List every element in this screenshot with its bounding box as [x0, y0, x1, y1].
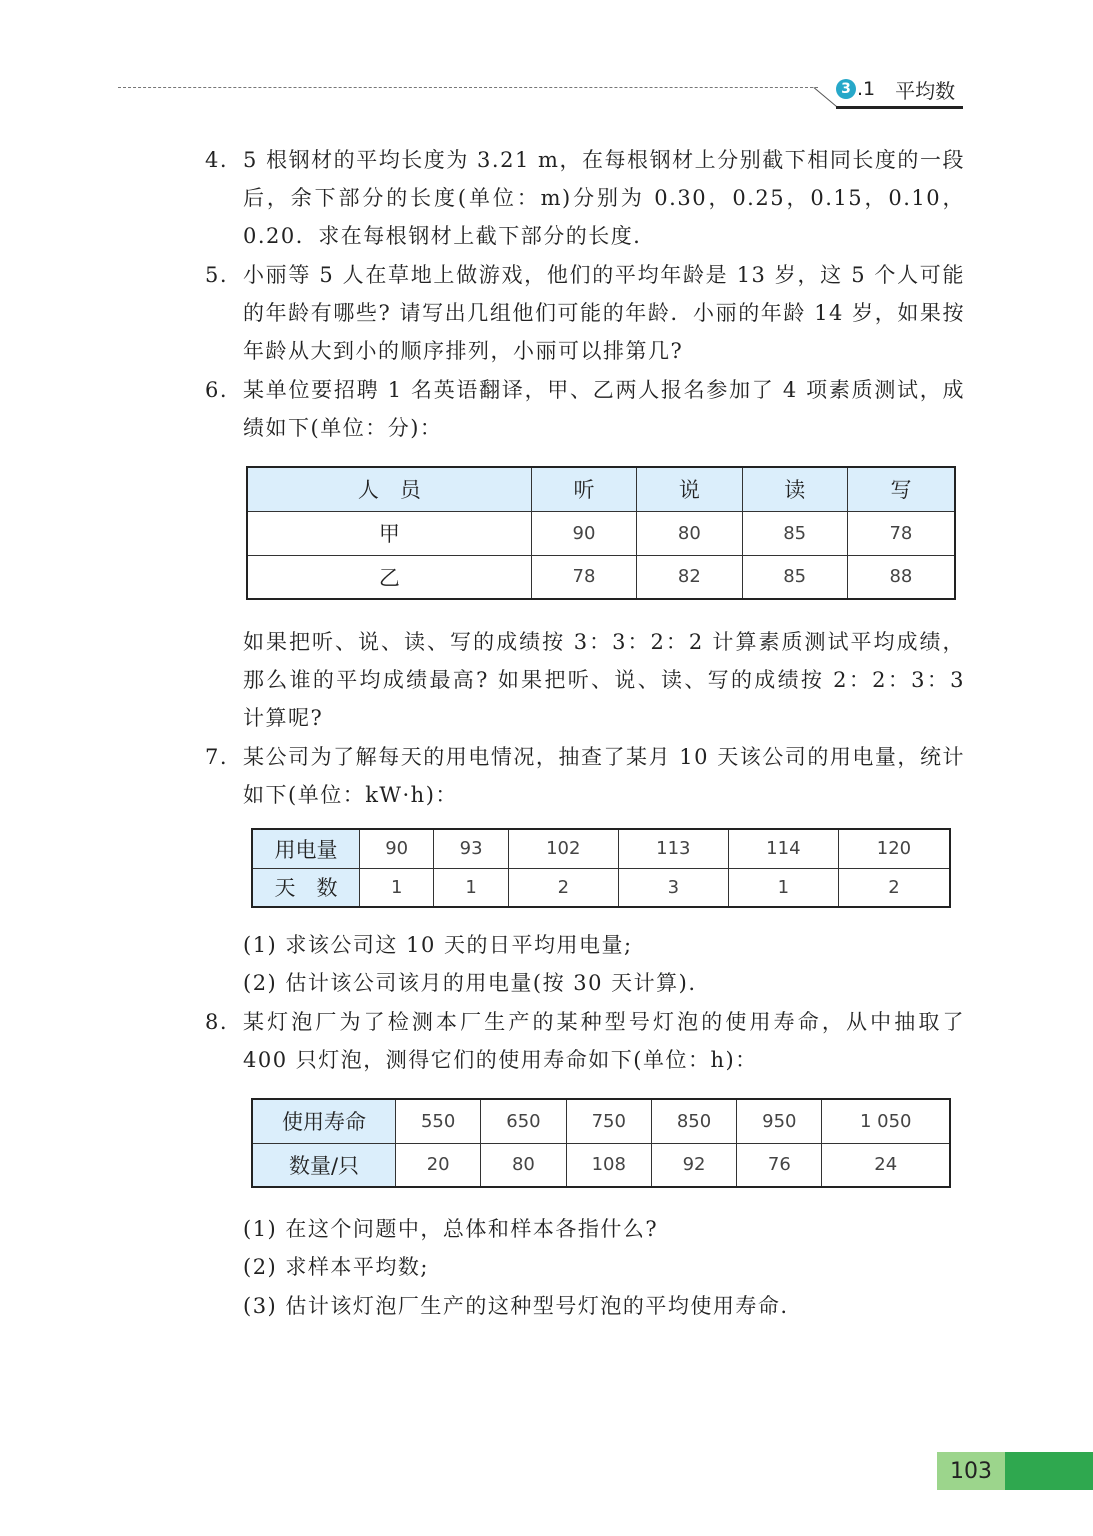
header-cell: 听	[531, 467, 636, 511]
table-cell: 1	[434, 868, 508, 907]
table-row	[252, 868, 950, 907]
problem-number: 7.	[205, 745, 229, 769]
table-cell: 20	[396, 1143, 481, 1187]
problem-number: 6.	[205, 378, 229, 402]
header-cell: 写	[847, 467, 955, 511]
problem-8-question-1: (1) 在这个问题中，总体和样本各指什么?	[243, 1217, 659, 1241]
problem-4	[205, 141, 965, 255]
table-row	[252, 1099, 950, 1143]
table-cell: 78	[847, 511, 955, 555]
table-row	[247, 511, 955, 555]
score-table	[246, 466, 956, 600]
table-cell: 80	[637, 511, 742, 555]
problem-7-question-2: (2) 估计该公司该月的用电量(按 30 天计算).	[243, 971, 697, 995]
table-cell: 90	[360, 829, 434, 868]
table-row	[252, 1143, 950, 1187]
problem-number: 8.	[205, 1010, 229, 1034]
problem-text: 某公司为了解每天的用电情况，抽查了某月 10 天该公司的用电量，统计如下(单位：kW·h)：	[243, 745, 965, 807]
table-cell: 90	[531, 511, 636, 555]
table-cell: 650	[481, 1099, 566, 1143]
table-cell: 950	[737, 1099, 822, 1143]
table-cell: 93	[434, 829, 508, 868]
table-cell: 1 050	[822, 1099, 950, 1143]
row-label: 天 数	[252, 868, 360, 907]
problem-number: 4.	[205, 148, 229, 172]
table-cell: 24	[822, 1143, 950, 1187]
problem-6	[205, 371, 965, 447]
problem-text: 某灯泡厂为了检测本厂生产的某种型号灯泡的使用寿命，从中抽取了 400 只灯泡，测得它们的使用寿命如下(单位：h)：	[243, 1010, 965, 1072]
problem-text: 5 根钢材的平均长度为 3.21 m，在每根钢材上分别截下相同长度的一段后，余下部分的长度(单位：m)分别为 0.30，0.25，0.15，0.10，0.20．求在每根钢材上截下部分的长度．	[243, 148, 965, 248]
row-label: 乙	[247, 555, 531, 599]
problem-8-question-2: (2) 求样本平均数;	[243, 1255, 429, 1279]
section-title: 平均数	[895, 78, 956, 103]
page-number-bar	[1005, 1452, 1093, 1490]
table-cell: 102	[508, 829, 618, 868]
table-cell: 750	[566, 1099, 651, 1143]
table-header-row	[247, 467, 955, 511]
table-cell: 82	[637, 555, 742, 599]
table-cell: 550	[396, 1099, 481, 1143]
page-number: 103	[937, 1452, 1005, 1490]
table-row	[247, 555, 955, 599]
table-cell: 85	[742, 511, 847, 555]
problem-text: 小丽等 5 人在草地上做游戏，他们的平均年龄是 13 岁，这 5 个人可能的年龄有哪些? 请写出几组他们可能的年龄．小丽的年龄 14 岁，如果按年龄从大到小的顺序排列，小丽可以排第几?	[243, 263, 965, 363]
header-cell: 读	[742, 467, 847, 511]
row-label: 甲	[247, 511, 531, 555]
table-cell: 1	[728, 868, 838, 907]
table-cell: 113	[618, 829, 728, 868]
table-cell: 120	[838, 829, 950, 868]
table-cell: 114	[728, 829, 838, 868]
row-label: 使用寿命	[252, 1099, 396, 1143]
table-row	[252, 829, 950, 868]
table-cell: 2	[508, 868, 618, 907]
problem-number: 5.	[205, 263, 229, 287]
header-slant-rule	[813, 87, 837, 107]
problem-8-question-3: (3) 估计该灯泡厂生产的这种型号灯泡的平均使用寿命.	[243, 1294, 789, 1318]
table-cell: 80	[481, 1143, 566, 1187]
section-number-suffix: .1	[857, 78, 876, 100]
row-label: 数量/只	[252, 1143, 396, 1187]
problem-7	[205, 738, 965, 814]
table-cell: 88	[847, 555, 955, 599]
table-cell: 85	[742, 555, 847, 599]
electricity-table	[251, 828, 951, 908]
table-cell: 76	[737, 1143, 822, 1187]
table-cell: 3	[618, 868, 728, 907]
problem-5	[205, 256, 965, 370]
section-number-badge: 3	[836, 79, 856, 99]
table-cell: 2	[838, 868, 950, 907]
bulb-lifetime-table	[251, 1098, 951, 1188]
page-header	[0, 0, 1093, 110]
table-cell: 1	[360, 868, 434, 907]
table-cell: 92	[651, 1143, 736, 1187]
table-cell: 850	[651, 1099, 736, 1143]
header-underline	[836, 106, 963, 109]
problem-6-followup: 如果把听、说、读、写的成绩按 3：3：2：2 计算素质测试平均成绩，那么谁的平均成绩最高? 如果把听、说、读、写的成绩按 2：2：3：3 计算呢?	[243, 630, 965, 730]
table-cell: 108	[566, 1143, 651, 1187]
problem-7-question-1: (1) 求该公司这 10 天的日平均用电量;	[243, 933, 633, 957]
problem-8	[205, 1003, 965, 1079]
row-label: 用电量	[252, 829, 360, 868]
header-cell: 说	[637, 467, 742, 511]
section-label	[836, 74, 955, 104]
table-cell: 78	[531, 555, 636, 599]
problem-text: 某单位要招聘 1 名英语翻译，甲、乙两人报名参加了 4 项素质测试，成绩如下(单位：分)：	[243, 378, 965, 440]
header-dashed-rule	[118, 87, 818, 88]
header-cell: 人 员	[247, 467, 531, 511]
